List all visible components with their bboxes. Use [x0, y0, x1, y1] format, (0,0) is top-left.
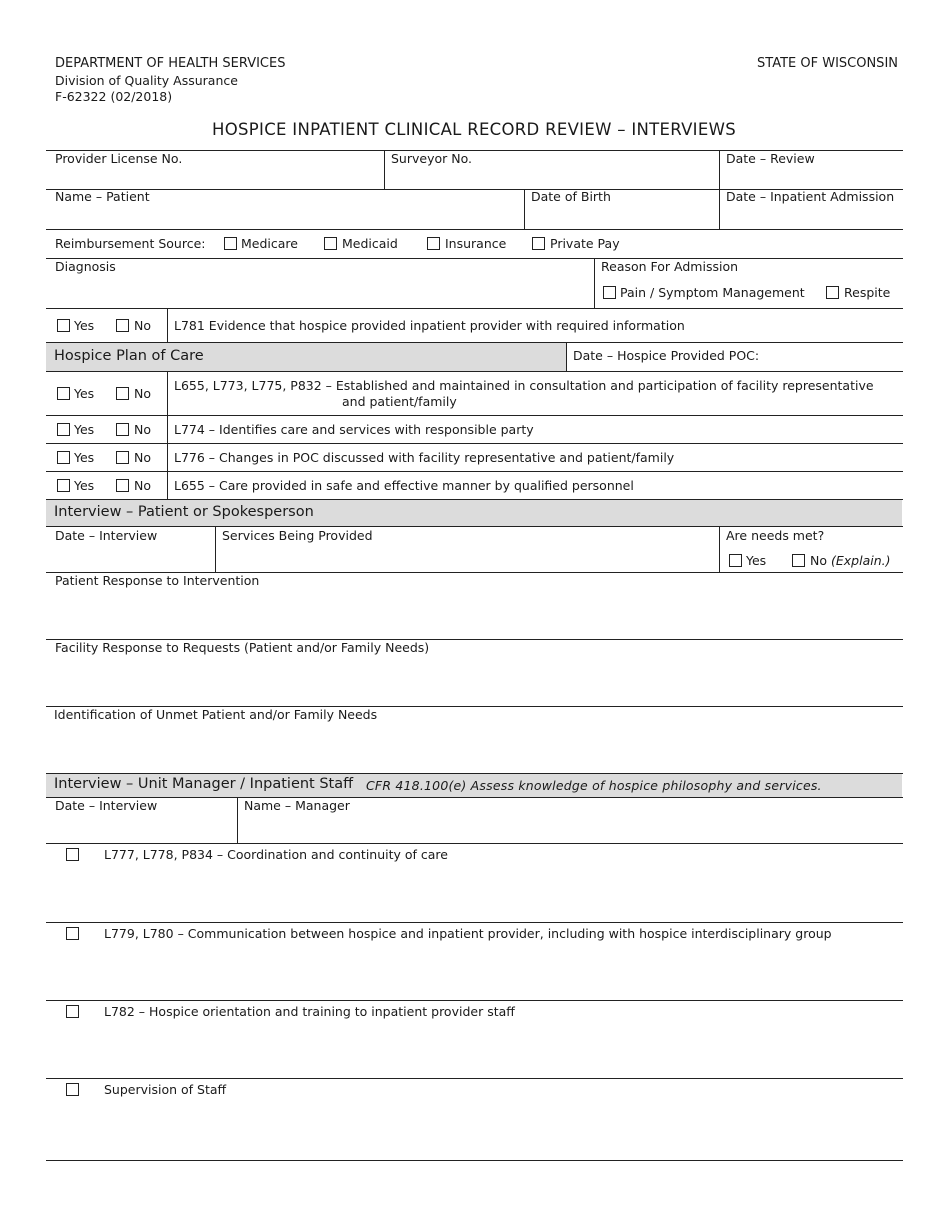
manager-date-interview-label: Date – Interview [55, 798, 158, 813]
facility-response-label: Facility Response to Requests (Patient and/or Family Needs) [55, 640, 430, 655]
medicaid-label: Medicaid [342, 236, 398, 251]
date-admission-label: Date – Inpatient Admission [726, 189, 895, 204]
coordination-checkbox[interactable] [66, 848, 79, 861]
poc-item2-no-label: No [134, 422, 151, 437]
manager-date-interview-field[interactable] [46, 798, 237, 843]
poc-item3-no-checkbox[interactable] [116, 451, 129, 464]
respite-label: Respite [844, 285, 891, 300]
date-of-birth-label: Date of Birth [531, 189, 611, 204]
name-manager-field[interactable] [238, 798, 902, 843]
patient-name-field[interactable] [46, 189, 524, 229]
provider-license-label: Provider License No. [55, 151, 183, 166]
poc-item3-no-label: No [134, 450, 151, 465]
date-review-label: Date – Review [726, 151, 815, 166]
plan-of-care-title: Hospice Plan of Care [54, 348, 204, 364]
form-title: HOSPICE INPATIENT CLINICAL RECORD REVIEW – INTERVIEWS [212, 120, 736, 139]
l781-no-label: No [134, 318, 151, 333]
poc-item4-no-checkbox[interactable] [116, 479, 129, 492]
poc-item1-no-checkbox[interactable] [116, 387, 129, 400]
patient-date-interview-label: Date – Interview [55, 528, 158, 543]
needs-met-no-label [810, 553, 890, 568]
facility-response-field[interactable] [46, 640, 902, 706]
orientation-checkbox[interactable] [66, 1005, 79, 1018]
date-admission-field[interactable] [720, 189, 902, 229]
supervision-text: Supervision of Staff [104, 1082, 227, 1097]
pain-symptom-checkbox[interactable] [603, 286, 616, 299]
orientation-text: L782 – Hospice orientation and training to inpatient provider staff [104, 1004, 515, 1019]
needs-met-yes-label: Yes [746, 553, 767, 568]
unmet-needs-label: Identification of Unmet Patient and/or Family Needs [54, 707, 378, 722]
medicaid-checkbox[interactable] [324, 237, 337, 250]
insurance-label: Insurance [445, 236, 507, 251]
reimbursement-label: Reimbursement Source: [55, 236, 206, 251]
medicare-label: Medicare [241, 236, 298, 251]
private-pay-checkbox[interactable] [532, 237, 545, 250]
date-poc-field[interactable] [567, 343, 902, 371]
l781-yes-label: Yes [74, 318, 95, 333]
coordination-text: L777, L778, P834 – Coordination and continuity of care [104, 847, 448, 862]
needs-met-no-text: No [810, 553, 827, 568]
poc-item3-yes-label: Yes [74, 450, 95, 465]
poc-item3-yes-checkbox[interactable] [57, 451, 70, 464]
date-review-field[interactable] [720, 150, 902, 189]
date-of-birth-field[interactable] [525, 189, 719, 229]
patient-response-label: Patient Response to Intervention [55, 573, 260, 588]
pain-symptom-label: Pain / Symptom Management [620, 285, 805, 300]
diagnosis-label: Diagnosis [55, 259, 116, 274]
private-pay-label: Private Pay [550, 236, 620, 251]
services-provided-field[interactable] [216, 527, 719, 572]
division-name: Division of Quality Assurance [55, 73, 238, 88]
diagnosis-field[interactable] [46, 258, 594, 308]
poc-item2-yes-label: Yes [74, 422, 95, 437]
poc-item1-yes-label: Yes [74, 386, 95, 401]
poc-item2-yes-checkbox[interactable] [57, 423, 70, 436]
respite-checkbox[interactable] [826, 286, 839, 299]
services-provided-label: Services Being Provided [222, 528, 373, 543]
surveyor-no-field[interactable] [385, 150, 719, 189]
needs-met-yes-checkbox[interactable] [729, 554, 742, 567]
poc-item2-text: L774 – Identifies care and services with responsible party [174, 422, 534, 437]
poc-item1-no-label: No [134, 386, 151, 401]
poc-item2-no-checkbox[interactable] [116, 423, 129, 436]
patient-name-label: Name – Patient [55, 189, 150, 204]
cfr-note: CFR 418.100(e) Assess knowledge of hospice philosophy and services. [366, 778, 822, 793]
medicare-checkbox[interactable] [224, 237, 237, 250]
patient-response-field[interactable] [46, 573, 902, 639]
poc-item3-text: L776 – Changes in POC discussed with facility representative and patient/family [174, 450, 675, 465]
communication-text: L779, L780 – Communication between hospice and inpatient provider, including with hospice interdisciplinary group [104, 926, 832, 941]
department-name: DEPARTMENT OF HEALTH SERVICES [55, 56, 286, 71]
poc-item4-text: L655 – Care provided in safe and effective manner by qualified personnel [174, 478, 634, 493]
form-number: F-62322 (02/2018) [55, 89, 173, 104]
needs-met-no-checkbox[interactable] [792, 554, 805, 567]
state-name: STATE OF WISCONSIN [757, 56, 898, 71]
needs-met-explain-text: (Explain.) [830, 553, 891, 568]
name-manager-label: Name – Manager [244, 798, 350, 813]
poc-item1-text: L655, L773, L775, P832 – Established and maintained in consultation and participation of facility representative [174, 378, 874, 393]
l781-text: L781 Evidence that hospice provided inpatient provider with required information [174, 318, 685, 333]
unmet-needs-field[interactable] [46, 707, 902, 773]
needs-met-label: Are needs met? [726, 528, 825, 543]
surveyor-no-label: Surveyor No. [391, 151, 472, 166]
poc-item4-no-label: No [134, 478, 151, 493]
insurance-checkbox[interactable] [427, 237, 440, 250]
communication-checkbox[interactable] [66, 927, 79, 940]
supervision-checkbox[interactable] [66, 1083, 79, 1096]
poc-item1-text-cont: and patient/family [342, 394, 457, 409]
patient-date-interview-field[interactable] [46, 527, 215, 572]
poc-item4-yes-checkbox[interactable] [57, 479, 70, 492]
date-poc-label: Date – Hospice Provided POC: [573, 348, 760, 363]
l781-no-checkbox[interactable] [116, 319, 129, 332]
poc-item4-yes-label: Yes [74, 478, 95, 493]
interview-manager-title: Interview – Unit Manager / Inpatient Staff [54, 776, 354, 792]
poc-item1-yes-checkbox[interactable] [57, 387, 70, 400]
reason-admission-label: Reason For Admission [601, 259, 739, 274]
interview-patient-title: Interview – Patient or Spokesperson [54, 504, 314, 520]
l781-yes-checkbox[interactable] [57, 319, 70, 332]
provider-license-field[interactable] [46, 150, 384, 189]
